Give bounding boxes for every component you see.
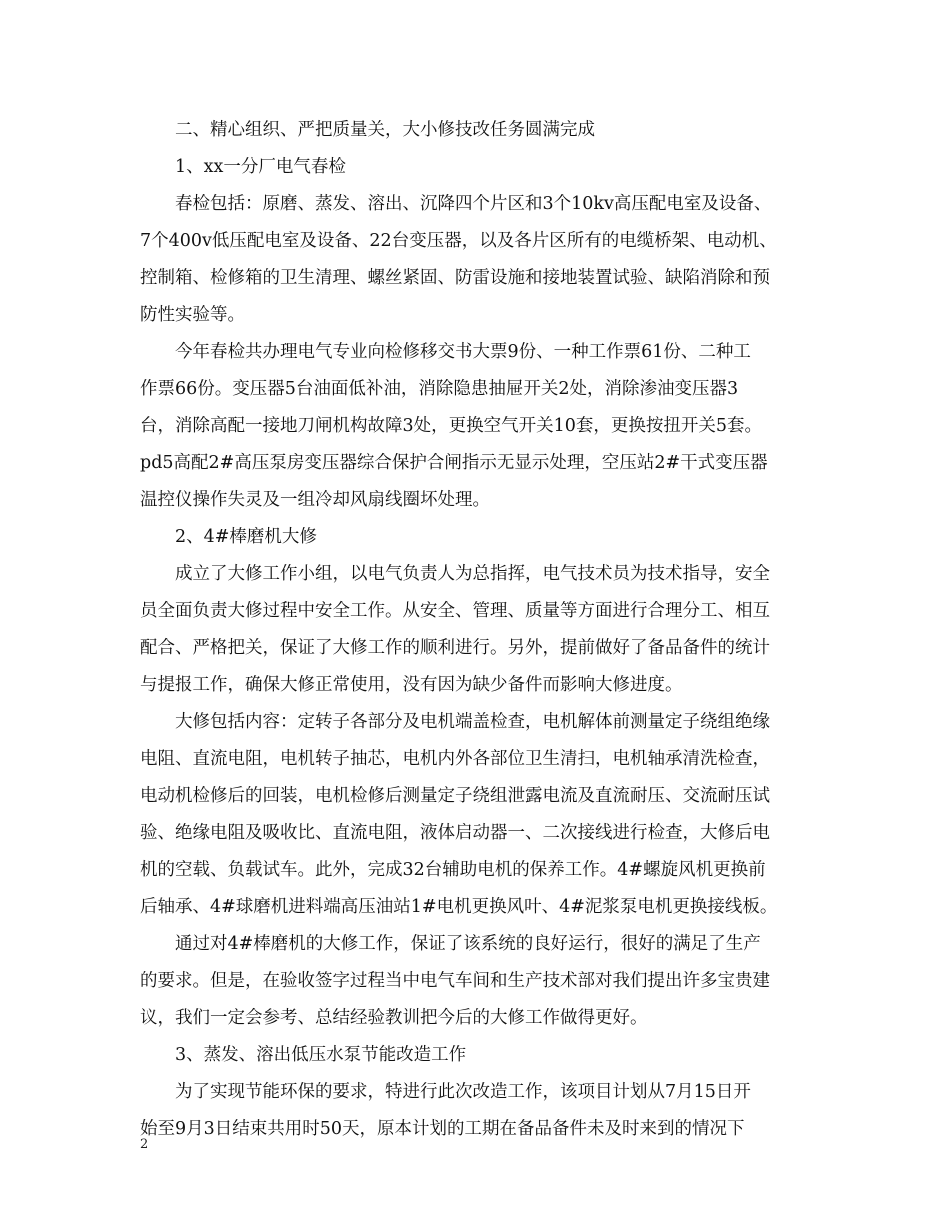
paragraph-line: 电阻、直流电阻，电机转子抽芯，电机内外各部位卫生清扫，电机轴承清洗检查， <box>140 749 770 769</box>
paragraph-line: 后轴承、4#球磨机进料端高压油站1#电机更换风叶、4#泥浆泵电机更换接线板。 <box>140 897 778 917</box>
paragraph-line: 电动机检修后的回装，电机检修后测量定子绕组泄露电流及直流耐压、交流耐压试 <box>140 786 770 806</box>
paragraph-line: 的要求。但是，在验收签字过程当中电气车间和生产技术部对我们提出许多宝贵建 <box>140 971 770 991</box>
paragraph-line: 控制箱、检修箱的卫生清理、螺丝紧固、防雷设施和接地装置试验、缺陷消除和预 <box>140 268 770 288</box>
paragraph-line: 温控仪操作失灵及一组冷却风扇线圈坏处理。 <box>140 490 490 510</box>
paragraph-line: 7个400v低压配电室及设备、22台变压器，以及各片区所有的电缆桥架、电动机、 <box>140 231 777 251</box>
paragraph-line: 议，我们一定会参考、总结经验教训把今后的大修工作做得更好。 <box>140 1008 648 1028</box>
paragraph-line: 为了实现节能环保的要求，特进行此次改造工作，该项目计划从7月15日开 <box>175 1082 751 1102</box>
paragraph-line: 通过对4#棒磨机的大修工作，保证了该系统的良好运行，很好的满足了生产 <box>175 934 761 954</box>
paragraph-line: 防性实验等。 <box>140 305 245 325</box>
paragraph-line: 作票66份。变压器5台油面低补油，消除隐患抽屉开关2处，消除渗油变压器3 <box>140 379 739 399</box>
paragraph-line: pd5高配2#高压泵房变压器综合保护合闸指示无显示处理，空压站2#干式变压器 <box>140 453 768 473</box>
paragraph-line: 今年春检共办理电气专业向检修移交书大票9份、一种工作票61份、二种工 <box>175 342 751 362</box>
paragraph-line: 员全面负责大修过程中安全工作。从安全、管理、质量等方面进行合理分工、相互 <box>140 601 770 621</box>
section-heading: 二、精心组织、严把质量关，大小修技改任务圆满完成 <box>175 120 595 140</box>
subsection-heading: 1、xx一分厂电气春检 <box>175 157 346 177</box>
paragraph-line: 成立了大修工作小组，以电气负责人为总指挥，电气技术员为技术指导，安全 <box>175 564 770 584</box>
paragraph-line: 春检包括：原磨、蒸发、溶出、沉降四个片区和3个10kv高压配电室及设备、 <box>175 194 772 214</box>
paragraph-line: 配合、严格把关，保证了大修工作的顺利进行。另外，提前做好了备品备件的统计 <box>140 638 770 658</box>
paragraph-line: 大修包括内容：定转子各部分及电机端盖检查，电机解体前测量定子绕组绝缘 <box>175 712 770 732</box>
paragraph-line: 机的空载、负载试车。此外，完成32台辅助电机的保养工作。4#螺旋风机更换前 <box>140 860 766 880</box>
paragraph-line: 始至9月3日结束共用时50天，原本计划的工期在备品备件未及时来到的情况下 <box>140 1119 745 1139</box>
paragraph-line: 与提报工作，确保大修正常使用，没有因为缺少备件而影响大修进度。 <box>140 675 683 695</box>
paragraph-line: 验、绝缘电阻及吸收比、直流电阻，液体启动器一、二次接线进行检查，大修后电 <box>140 823 770 843</box>
subsection-heading: 2、4#棒磨机大修 <box>175 527 317 547</box>
paragraph-line: 台，消除高配一接地刀闸机构故障3处，更换空气开关10套，更换按扭开关5套。 <box>140 416 763 436</box>
page-number: 2 <box>140 1137 149 1152</box>
subsection-heading: 3、蒸发、溶出低压水泵节能改造工作 <box>175 1045 467 1065</box>
document-body <box>140 112 830 1148</box>
